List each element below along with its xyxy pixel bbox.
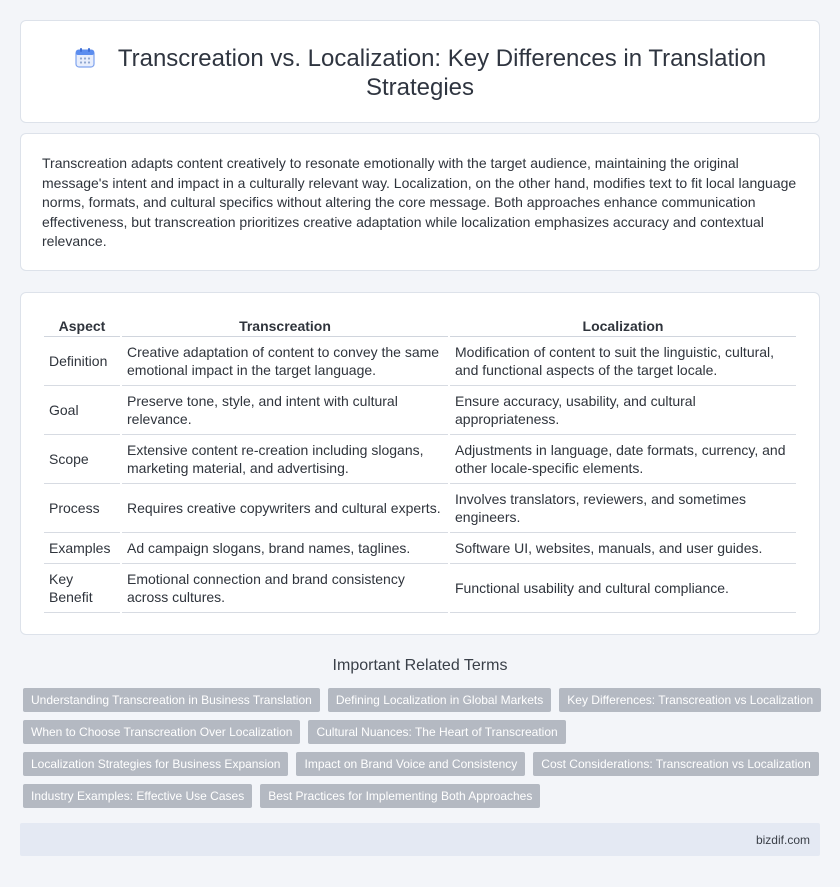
- aspect-cell: Process: [44, 484, 120, 533]
- localization-cell: Functional usability and cultural compliance.: [450, 564, 796, 613]
- table-row: [44, 484, 796, 533]
- related-term-tag[interactable]: Localization Strategies for Business Expansion: [23, 752, 288, 776]
- tag-row: [23, 688, 823, 712]
- related-term-tag[interactable]: Key Differences: Transcreation vs Localization: [559, 688, 821, 712]
- aspect-cell: Key Benefit: [44, 564, 120, 613]
- header-localization: Localization: [450, 315, 796, 337]
- table-row: [44, 337, 796, 386]
- related-term-tag[interactable]: When to Choose Transcreation Over Localization: [23, 720, 300, 744]
- header-aspect: Aspect: [44, 315, 120, 337]
- transcreation-cell: Requires creative copywriters and cultural experts.: [122, 484, 448, 533]
- aspect-cell: Examples: [44, 533, 120, 564]
- localization-cell: Ensure accuracy, usability, and cultural appropriateness.: [450, 386, 796, 435]
- comparison-table: [42, 315, 798, 613]
- related-term-tag[interactable]: Defining Localization in Global Markets: [328, 688, 551, 712]
- transcreation-cell: Ad campaign slogans, brand names, taglines.: [122, 533, 448, 564]
- page-title-wrap: [21, 44, 819, 102]
- comparison-table-card: [20, 292, 820, 635]
- intro-paragraph: Transcreation adapts content creatively to resonate emotionally with the target audience, maintaining the original message's intent and impact in a culturally relevant way. Localization, on the other hand, modifies text to fit local language norms, formats, and cultural specifics without altering the core message. Both approaches enhance communication effectiveness, but transcreation prioritizes creative adaptation while localization emphasizes accuracy and contextual relevance.: [42, 155, 797, 250]
- aspect-cell: Goal: [44, 386, 120, 435]
- transcreation-cell: Preserve tone, style, and intent with cultural relevance.: [122, 386, 448, 435]
- localization-cell: Modification of content to suit the linguistic, cultural, and functional aspects of the target locale.: [450, 337, 796, 386]
- related-term-tag[interactable]: Cost Considerations: Transcreation vs Localization: [533, 752, 818, 776]
- related-terms-tags: [23, 688, 823, 816]
- table-header-row: [44, 315, 796, 337]
- footer: [20, 823, 820, 856]
- transcreation-cell: Extensive content re-creation including slogans, marketing material, and advertising.: [122, 435, 448, 484]
- table-row: [44, 564, 796, 613]
- aspect-cell: Definition: [44, 337, 120, 386]
- table-row: [44, 386, 796, 435]
- table-row: [44, 435, 796, 484]
- tag-row: [23, 752, 823, 776]
- localization-cell: Software UI, websites, manuals, and user guides.: [450, 533, 796, 564]
- related-term-tag[interactable]: Impact on Brand Voice and Consistency: [296, 752, 525, 776]
- related-terms-title: Important Related Terms: [332, 657, 508, 674]
- tag-row: [23, 784, 823, 808]
- localization-cell: Involves translators, reviewers, and sometimes engineers.: [450, 484, 796, 533]
- transcreation-cell: Emotional connection and brand consistency across cultures.: [122, 564, 448, 613]
- footer-site-link[interactable]: bizdif.com: [755, 833, 810, 847]
- tag-row: [23, 720, 823, 744]
- related-term-tag[interactable]: Best Practices for Implementing Both Approaches: [260, 784, 540, 808]
- table-row: [44, 533, 796, 564]
- aspect-cell: Scope: [44, 435, 120, 484]
- localization-cell: Adjustments in language, date formats, currency, and other locale-specific elements.: [450, 435, 796, 484]
- transcreation-cell: Creative adaptation of content to convey the same emotional impact in the target language.: [122, 337, 448, 386]
- page-title: Transcreation vs. Localization: Key Differences in Translation Strategies: [117, 45, 767, 101]
- related-term-tag[interactable]: Understanding Transcreation in Business Translation: [23, 688, 320, 712]
- header-transcreation: Transcreation: [122, 315, 448, 337]
- related-term-tag[interactable]: Industry Examples: Effective Use Cases: [23, 784, 252, 808]
- intro-card: [20, 133, 820, 271]
- title-card: [20, 20, 820, 123]
- related-term-tag[interactable]: Cultural Nuances: The Heart of Transcreation: [308, 720, 565, 744]
- calendar-icon: [74, 47, 96, 69]
